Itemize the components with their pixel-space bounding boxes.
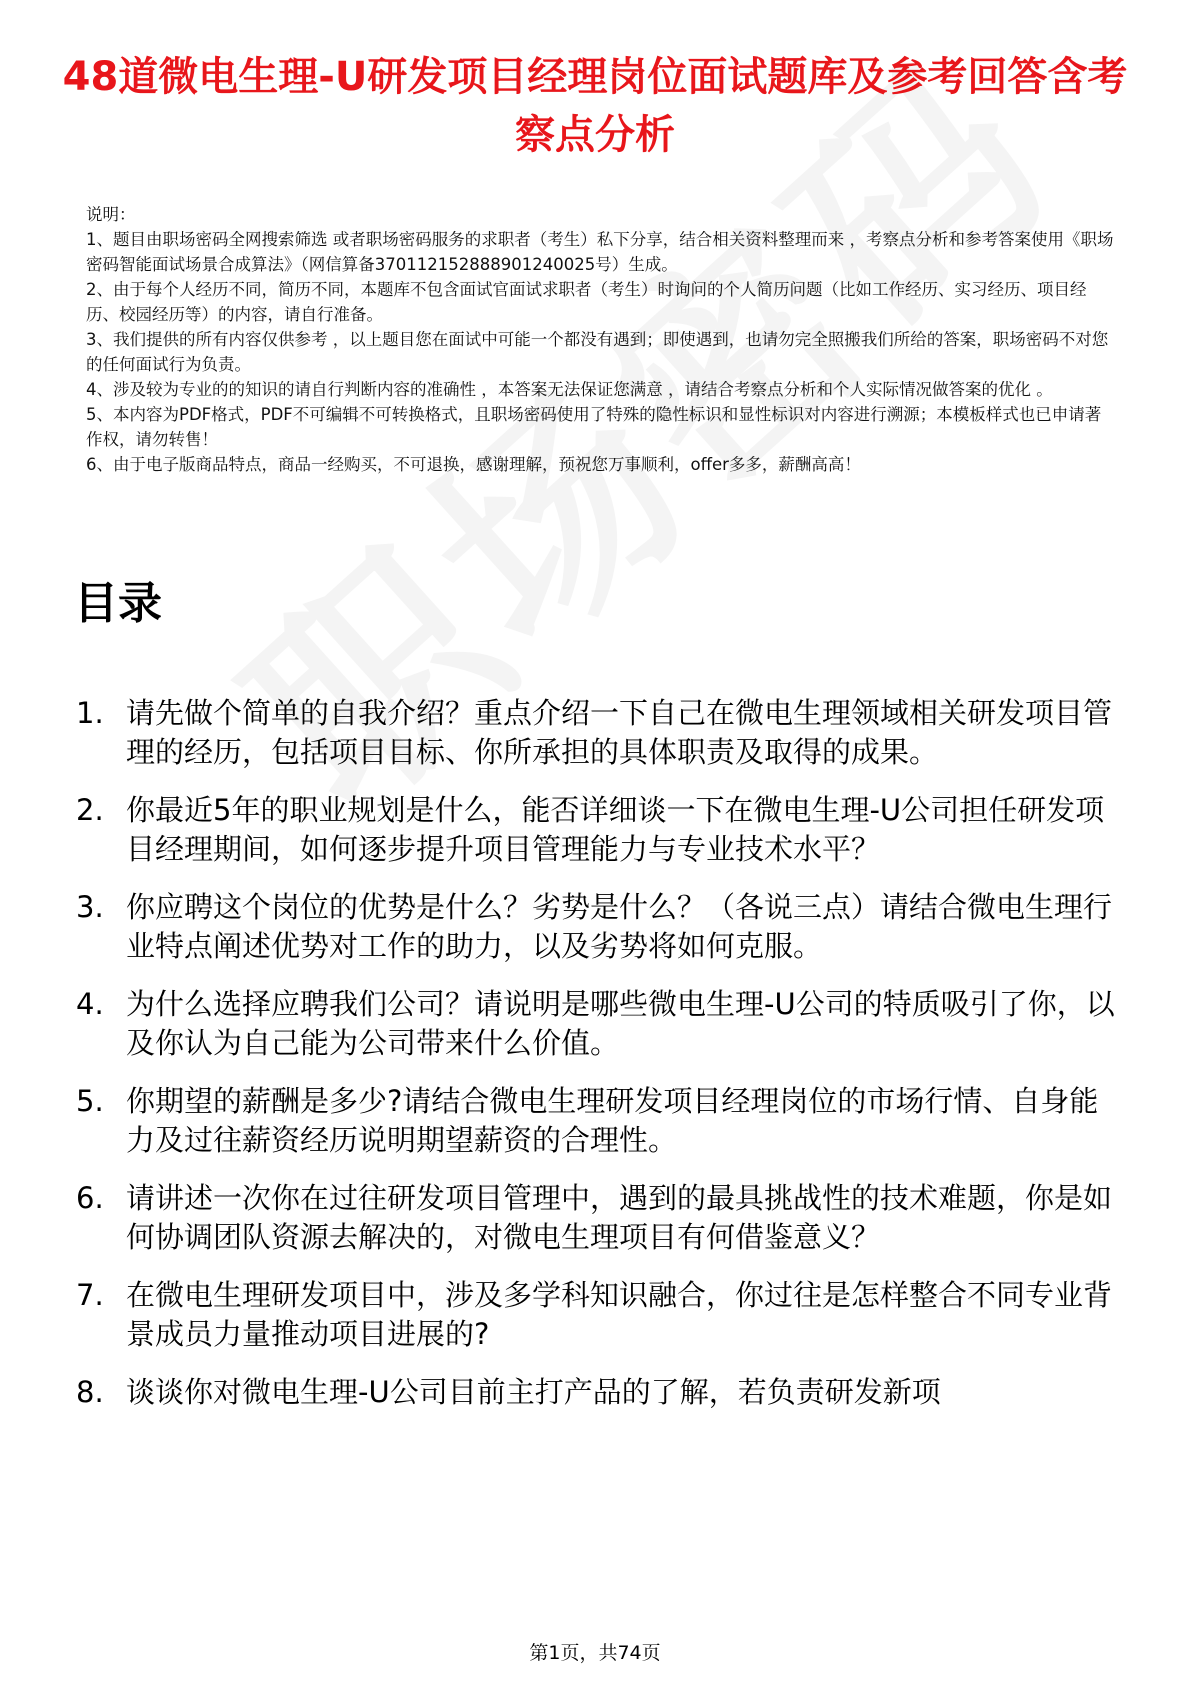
toc-item-number: 4. (76, 987, 104, 1021)
toc-item-number: 2. (76, 793, 104, 827)
toc-item[interactable] (76, 1373, 1116, 1412)
page-title: 48道微电生理-U研发项目经理岗位面试题库及参考回答含考察点分析 (62, 54, 1128, 158)
page-footer: 第1页，共74页 (529, 1642, 661, 1664)
toc-item-text[interactable]: 在微电生理研发项目中，涉及多学科知识融合，你过往是怎样整合不同专业背景成员力量推动项目进展的? (126, 1278, 1113, 1351)
toc-item[interactable] (76, 1082, 1116, 1160)
note-item: 4、涉及较为专业的的知识的请自行判断内容的准确性 ，本答案无法保证您满意 ，请结合考察点分析和个人实际情况做答案的优化 。 (86, 380, 1053, 399)
toc-list (76, 694, 1116, 1431)
toc-item-text[interactable]: 你应聘这个岗位的优势是什么？劣势是什么？（各说三点）请结合微电生理行业特点阐述优势对工作的助力，以及劣势将如何克服。 (126, 890, 1113, 963)
note-item: 5、本内容为PDF格式，PDF不可编辑不可转换格式，且职场密码使用了特殊的隐性标识和显性标识对内容进行溯源；本模板样式也已申请著作权，请勿转售！ (86, 405, 1102, 449)
toc-item-text[interactable]: 为什么选择应聘我们公司？请说明是哪些微电生理-U公司的特质吸引了你，以及你认为自己能为公司带来什么价值。 (126, 987, 1115, 1060)
toc-item-number: 1. (76, 696, 104, 730)
note-item: 1、题目由职场密码全网搜索筛选 或者职场密码服务的求职者（考生）私下分享，结合相关资料整理而来 ，考察点分析和参考答案使用《职场密码智能面试场景合成算法》（网信算备370112152888901240025号）生成。 (86, 230, 1114, 274)
toc-item-number: 5. (76, 1084, 104, 1118)
toc-item-text[interactable]: 你最近5年的职业规划是什么，能否详细谈一下在微电生理-U公司担任研发项目经理期间，如何逐步提升项目管理能力与专业技术水平？ (126, 793, 1105, 866)
toc-item-text[interactable]: 谈谈你对微电生理-U公司目前主打产品的了解，若负责研发新项 (126, 1375, 941, 1409)
toc-item-text[interactable]: 请先做个简单的自我介绍？重点介绍一下自己在微电生理领域相关研发项目管理的经历，包括项目目标、你所承担的具体职责及取得的成果。 (126, 696, 1113, 769)
notes-heading: 说明： (86, 205, 136, 224)
toc-item[interactable] (76, 888, 1116, 966)
toc-item[interactable] (76, 1179, 1116, 1257)
toc-item-text[interactable]: 你期望的薪酬是多少?请结合微电生理研发项目经理岗位的市场行情、自身能力及过往薪资经历说明期望薪资的合理性。 (126, 1084, 1099, 1157)
note-item: 2、由于每个人经历不同，简历不同，本题库不包含面试官面试求职者（考生）时询问的个人简历问题（比如工作经历、实习经历、项目经历、校园经历等）的内容，请自行准备。 (86, 280, 1087, 324)
toc-item-number: 7. (76, 1278, 104, 1312)
toc-item[interactable] (76, 985, 1116, 1063)
toc-item[interactable] (76, 791, 1116, 869)
toc-item[interactable] (76, 1276, 1116, 1354)
notes-section (86, 202, 1116, 477)
note-item: 6、由于电子版商品特点，商品一经购买，不可退换，感谢理解，预祝您万事顺利，offer多多，薪酬高高！ (86, 455, 861, 474)
toc-heading: 目录 (74, 578, 162, 629)
toc-item-number: 6. (76, 1181, 104, 1215)
toc-item[interactable] (76, 694, 1116, 772)
toc-item-number: 8. (76, 1375, 104, 1409)
toc-item-number: 3. (76, 890, 104, 924)
note-item: 3、我们提供的所有内容仅供参考 ，以上题目您在面试中可能一个都没有遇到；即使遇到，也请勿完全照搬我们所给的答案，职场密码不对您的任何面试行为负责。 (86, 330, 1109, 374)
toc-item-text[interactable]: 请讲述一次你在过往研发项目管理中，遇到的最具挑战性的技术难题，你是如何协调团队资源去解决的，对微电生理项目有何借鉴意义？ (126, 1181, 1113, 1254)
